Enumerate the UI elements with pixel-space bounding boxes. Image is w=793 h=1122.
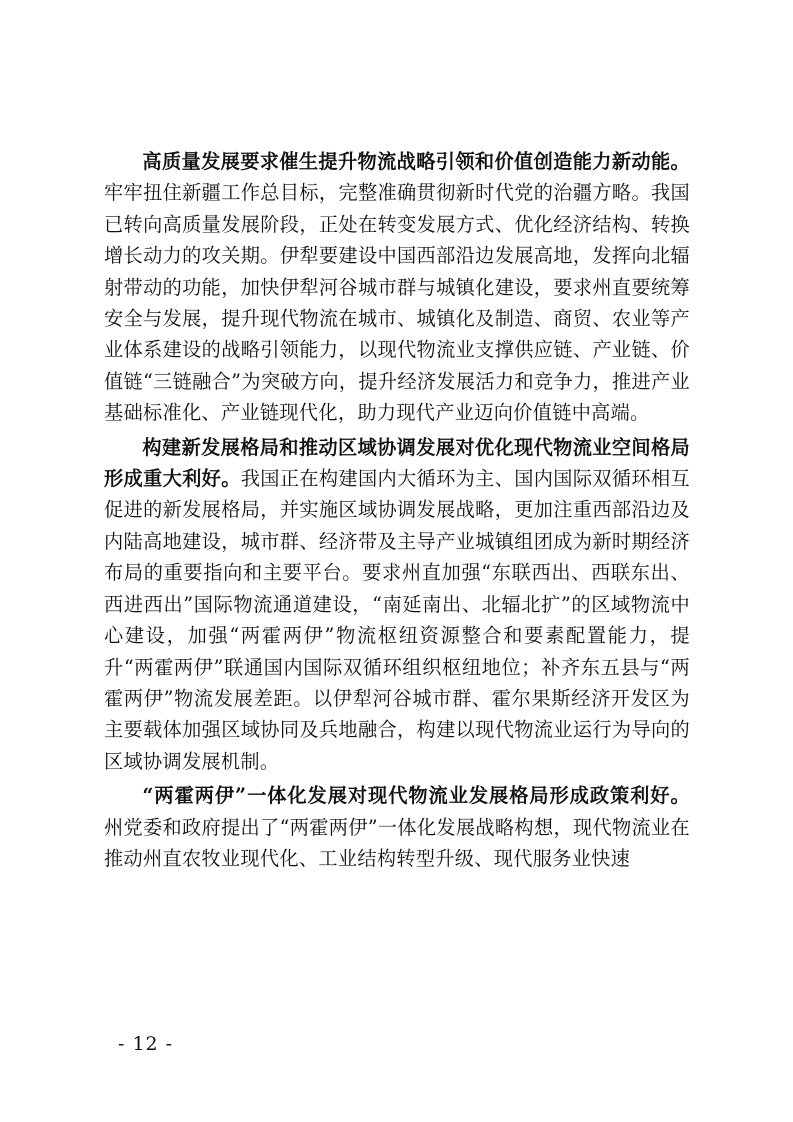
paragraph-2-body: 我国正在构建国内大循环为主、国内国际双循环相互促进的新发展格局，并实施区域协调发展战略，更加注重西部沿边及内陆高地建设，城市群、经济带及主导产业城镇组团成为新时期经济布局的重要指向和主要平台。要求州直加强“东联西出、西联东出、西进西出”国际物流通道建设，“南延南出、北辐北扩”的区域物流中心建设，加强“两霍两伊”物流枢纽资源整合和要素配置能力，提升“两霍两伊”联通国内国际双循环组织枢纽地位；补齐东五县与“两霍两伊”物流发展差距。以伊犁河谷城市群、霍尔果斯经济开发区为主要载体加强区域协同及兵地融合，构建以现代物流业运行为导向的区域协调发展机制。 — [104, 467, 690, 773]
paragraph-3 — [104, 780, 690, 874]
paragraph-1-body: 牢牢扭住新疆工作总目标，完整准确贯彻新时代党的治疆方略。我国已转向高质量发展阶段，正处在转变发展方式、优化经济结构、转换增长动力的攻关期。伊犁要建设中国西部沿边发展高地，发挥向北辐射带动的功能，加快伊犁河谷城市群与城镇化建设，要求州直要统筹安全与发展，提升现代物流在城市、城镇化及制造、商贸、农业等产业体系建设的战略引领能力，以现代物流业支撑供应链、产业链、价值链“三链融合”为突破方向，提升经济发展活力和竞争力，推进产业基础标准化、产业链现代化，助力现代产业迈向价值链中高端。 — [104, 181, 690, 425]
paragraph-1 — [104, 146, 690, 429]
document-body — [104, 146, 690, 877]
paragraph-1-lead: 高质量发展要求催生提升物流战略引领和价值创造能力新动能。 — [142, 150, 690, 173]
paragraph-2 — [104, 432, 690, 777]
paragraph-3-body: 州党委和政府提出了“两霍两伊”一体化发展战略构想，现代物流业在推动州直农牧业现代化、工业结构转型升级、现代服务业快速 — [104, 815, 690, 870]
paragraph-2-lead: 构建新发展格局和推动区域协调发展对优化现代物流业空间格局形成重大利好。 — [104, 435, 690, 491]
page-number: - 12 - — [118, 1033, 174, 1055]
paragraph-3-lead: “两霍两伊”一体化发展对现代物流业发展格局形成政策利好。 — [142, 784, 690, 808]
